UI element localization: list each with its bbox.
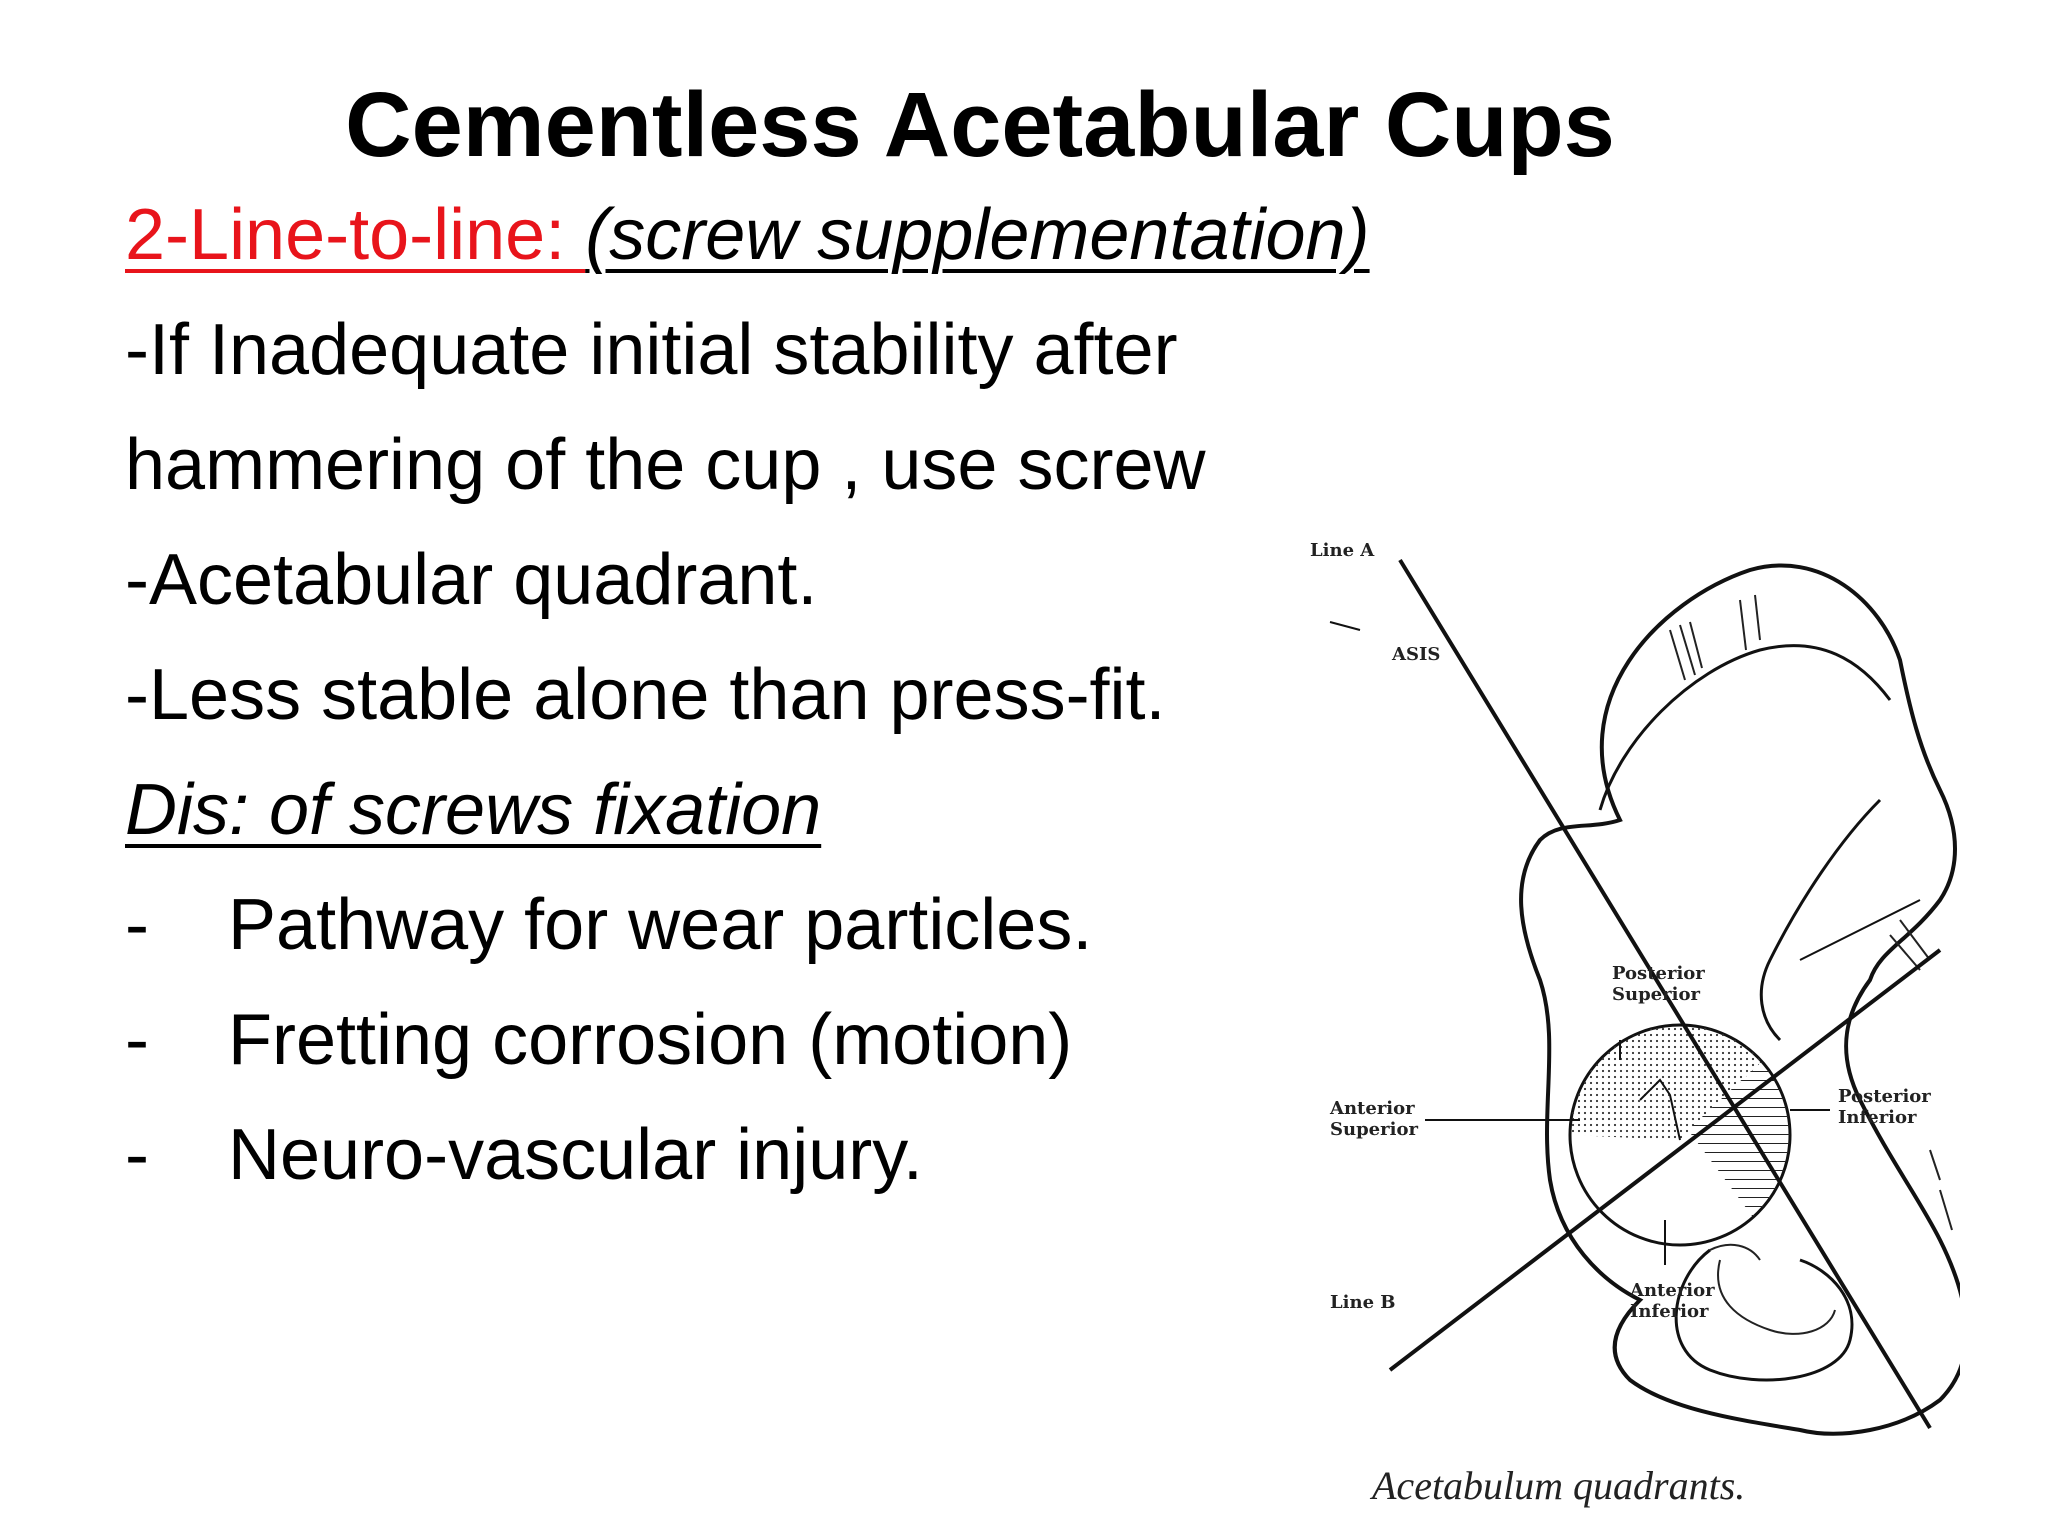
bullet-dash: - — [125, 1115, 149, 1195]
label-posterior-superior-1: Posterior — [1612, 963, 1705, 984]
label-line-b: Line B — [1330, 1292, 1396, 1313]
label-posterior-inferior-1: Posterior — [1838, 1086, 1931, 1107]
acetabulum-diagram — [1240, 540, 1960, 1500]
bullet-dash: - — [125, 885, 149, 965]
body-line-2: hammering of the cup , use screw — [125, 425, 1206, 505]
label-anterior-inferior-2: Inferior — [1630, 1301, 1709, 1322]
figure-caption: Acetabulum quadrants. — [1372, 1463, 1746, 1508]
body-line-1: -If Inadequate initial stability after — [125, 310, 1178, 390]
label-anterior-inferior-1: Anterior — [1630, 1280, 1715, 1301]
dis-heading — [125, 765, 821, 855]
bullet-item — [125, 995, 1072, 1085]
bullet-item — [125, 880, 1092, 970]
label-posterior-inferior-2: Inferior — [1838, 1107, 1917, 1128]
slide-title: Cementless Acetabular Cups — [345, 74, 1615, 176]
bullet-text: Fretting corrosion (motion) — [228, 1000, 1073, 1080]
acetabulum-drawing — [1240, 540, 1960, 1500]
subheading-italic-label: (screw supplementation) — [585, 195, 1370, 275]
dis-heading-text: Dis: of screws fixation — [125, 770, 822, 850]
subheading — [125, 190, 1370, 280]
bullet-dash: - — [125, 1000, 149, 1080]
bone-outline — [1521, 566, 1960, 1434]
bullet-text: Neuro-vascular injury. — [228, 1115, 923, 1195]
label-posterior-superior-2: Superior — [1612, 984, 1700, 1005]
subheading-red-label: 2-Line-to-line: — [125, 195, 586, 275]
body-line-4: -Less stable alone than press-fit. — [125, 655, 1166, 735]
label-asis: ASIS — [1392, 644, 1441, 665]
bullet-text: Pathway for wear particles. — [228, 885, 1093, 965]
label-anterior-superior-1: Anterior — [1330, 1098, 1415, 1119]
label-line-a: Line A — [1310, 540, 1375, 561]
label-anterior-superior-2: Superior — [1330, 1119, 1418, 1140]
body-line-3: -Acetabular quadrant. — [125, 540, 818, 620]
bullet-item — [125, 1110, 923, 1200]
